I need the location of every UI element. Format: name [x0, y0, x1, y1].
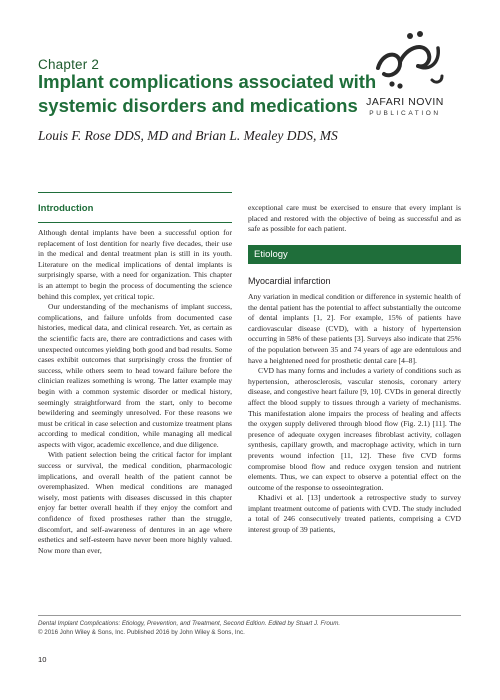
chapter-title: Implant complications associated with systemic disorders and medications [38, 71, 377, 116]
logo-subtitle: PUBLICATION [369, 110, 441, 117]
right-column-body [248, 292, 461, 536]
chapter-label: Chapter 2 [38, 57, 100, 72]
intro-paragraph: Our understanding of the mechanisms of implant success, complications, and failure unfolds from documented case histories, medical data, and clinical research. Yet, as certain as the scientific facts are, there are contradictions and cases with unexpected outcomes yielding both good and bad results. Some cases exhibit outcomes that surprisingly cross the frontier of success, while others seem to head toward failure before the clinician realizes something is wrong. The latter example may begin with a common systemic disorder or medical history, seemingly straightforward from the start, only to become bewildering and seemingly unresolved. For these reasons we must be critical in case selection and customize treatment plans according to medical condition, while managing all medical aspects with vigor, academic excellence, and due diligence. [38, 302, 232, 449]
chapter-authors: Louis F. Rose DDS, MD and Brian L. Mealey DDS, MS [38, 128, 338, 143]
logo-name: JAFARI NOVIN [366, 96, 444, 108]
continued-paragraph: exceptional care must be exercised to ensure that every implant is placed and restored with the objective of being as successful and as safe as possible for each patient. [248, 203, 461, 234]
calligraphy-logo-icon [370, 28, 445, 94]
publisher-logo [340, 28, 470, 138]
etiology-paragraph: Khadivi et al. [13] undertook a retrospective study to survey implant treatment outcome of patients with CVD. The study included a total of 246 consecutively treated patients, comprising a CVD interest group of 39 patients, [248, 493, 461, 535]
intro-paragraph: Although dental implants have been a successful option for replacement of lost dentition for nearly five decades, their use in the medical and dental treatment plan is still in its youth. Literature on the medical implications of dental implants is surprisingly sparse, with a need for organization. This chapter is an attempt to begin the process of documenting the science behind this complex, yet critical topic. [38, 228, 232, 301]
etiology-paragraph: Any variation in medical condition or difference in systemic health of the dental patient has the potential to affect substantially the outcome of dental implants [1, 2]. For example, 15% of patients have cardiovascular disease (CVD), with a history of hypertension occurring in 58% of these patients [3]. Surveys also indicate that 25% of the population between 35 and 74 years of age are edentulous and have a heightened need for prosthetic dental care [4–8]. [248, 292, 461, 365]
right-column-top [248, 203, 461, 235]
intro-paragraph: With patient selection being the critical factor for implant success or survival, the medical condition, pharmacologic implications, and overall health of the patient cannot be overemphasized. When medical conditions are managed wisely, most patients with diseases discussed in this chapter enjoy far better overall health if they enjoy the comfort and confidence of fixed prostheses rather than the struggle, discomfort, and self-awareness of dentures in an age where esthetics and self-esteem have never been more highly valued. Now more than ever, [38, 450, 232, 555]
footer-divider [38, 615, 461, 616]
etiology-section-bar [248, 245, 461, 264]
etiology-heading: Etiology [254, 249, 288, 260]
etiology-paragraph: CVD has many forms and includes a variety of conditions such as hypertension, atherosclerosis, vascular stenosis, coronary artery disease, and congestive heart failure [9, 10]. CVDs in general directly affect the blood supply to tissues through a variety of mechanisms. This manifestation alone impairs the process of healing and affects the oxygen supply delivered through blood flow (Fig. 2.1) [11]. The presence of adequate oxygen increases fibroblast activity, collagen synthesis, capillary growth, and macrophage activity, which in turn prevents wound infection [11, 12]. These five CVD forms compromise blood flow and reduce oxygen tension and nutrient elements. Thus, we can expect to observe a potential effect on the outcome of the response to osseointegration. [248, 366, 461, 492]
page-number: 10 [38, 655, 47, 664]
header-divider [38, 192, 232, 193]
footer-citation: Dental Implant Complications: Etiology, Prevention, and Treatment, Second Edition. Edited by Stuart J. Froum. [38, 620, 341, 627]
introduction-heading: Introduction [38, 203, 94, 214]
left-column [38, 228, 232, 556]
myocardial-infarction-subheading: Myocardial infarction [248, 276, 331, 286]
intro-divider [38, 222, 232, 223]
footer-copyright: © 2016 John Wiley & Sons, Inc. Published 2016 by John Wiley & Sons, Inc. [38, 628, 245, 636]
copyright-footer [38, 620, 461, 637]
